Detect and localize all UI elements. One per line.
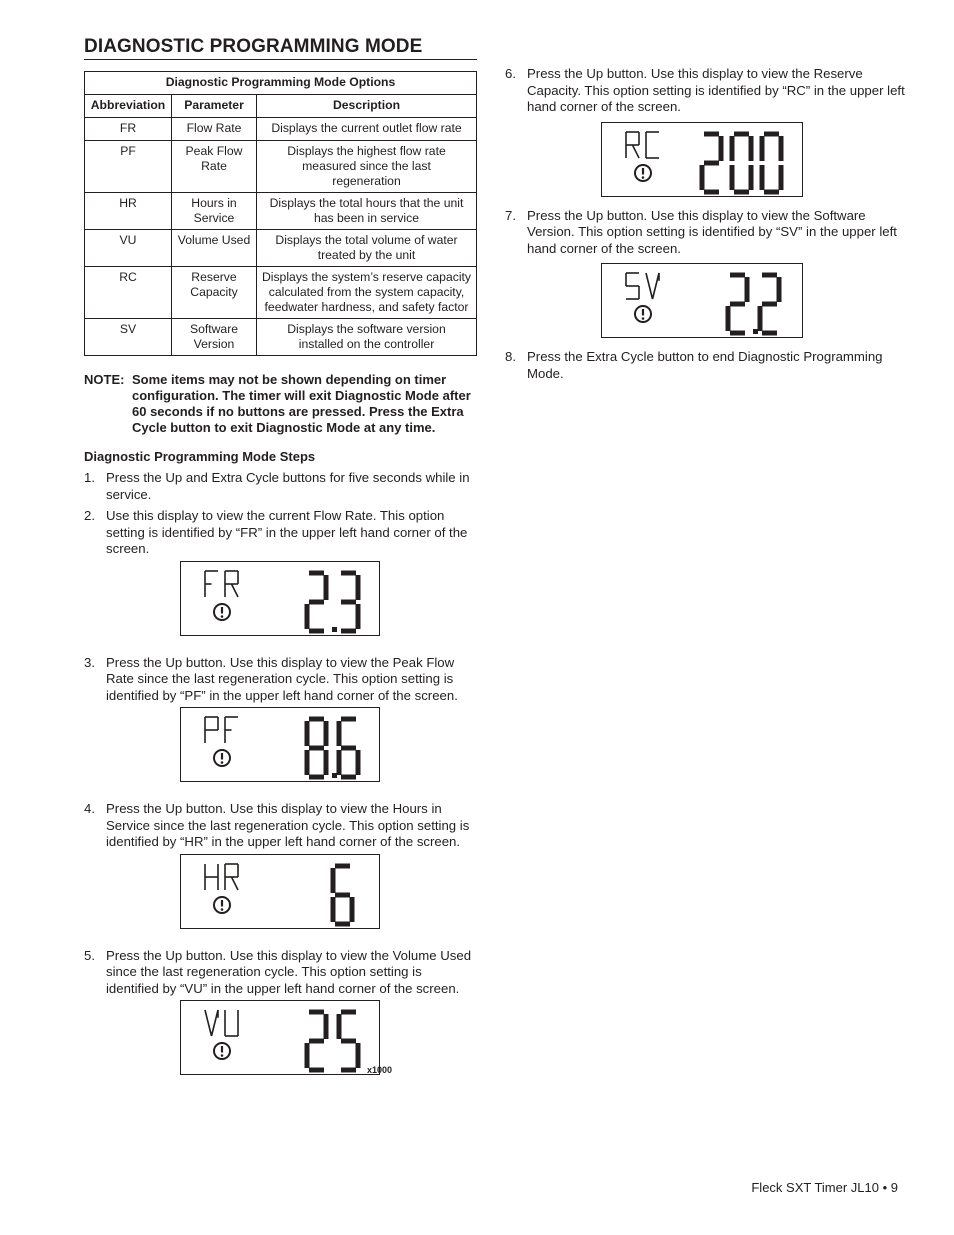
lcd-value-digit: [762, 134, 781, 192]
step-text: Use this display to view the current Flow Rate. This option setting is identified by “FR” in the upper left hand corner of the screen.: [106, 508, 468, 556]
lcd-unit-label: x1000: [367, 1065, 393, 1075]
table-row: [85, 193, 477, 230]
cell-param: Software Version: [172, 319, 257, 356]
header-description: Description: [257, 95, 477, 118]
alert-circle-icon: [214, 1043, 230, 1059]
lcd-value-digit: [307, 1012, 326, 1070]
lcd-value-digit: [732, 134, 751, 192]
table-caption-row: [85, 72, 477, 95]
step-number: 3.: [84, 654, 95, 670]
lcd-decimal-point: [332, 773, 337, 778]
cell-param: Flow Rate: [172, 118, 257, 141]
step-text: Press the Up button. Use this display to view the Software Version. This option setting is identified by “SV” in the upper left hand corner of the screen.: [527, 207, 897, 256]
table-row: [85, 118, 477, 141]
right-column: [505, 66, 905, 382]
table-caption: Diagnostic Programming Mode Options: [85, 72, 477, 95]
options-table: [84, 71, 477, 356]
step-number: 7.: [505, 207, 516, 223]
step-text: Press the Extra Cycle button to end Diagnostic Programming Mode.: [527, 349, 883, 381]
lcd-value-digit: [341, 573, 358, 631]
lcd-code-segment: [205, 717, 218, 743]
step-3: [84, 655, 477, 705]
cell-param: Volume Used: [172, 230, 257, 267]
lcd-value-digit: [702, 134, 721, 192]
cell-param: Hours in Service: [172, 193, 257, 230]
lcd-display: [180, 707, 380, 782]
cell-desc: Displays the current outlet flow rate: [257, 118, 477, 141]
lcd-code-segment: [646, 273, 659, 299]
lcd-screen: [181, 708, 381, 783]
lcd-display: [601, 122, 803, 197]
lcd-value-digit: [307, 573, 326, 631]
table-row: [85, 267, 477, 319]
note-text: Some items may not be shown depending on timer configuration. The timer will exit Diagnostic Mode after 60 seconds if no buttons are pressed. Press the Extra Cycle button to exit Diagnostic Mode at any time.: [132, 372, 471, 435]
alert-circle-icon: [635, 306, 651, 322]
table-row: [85, 319, 477, 356]
cell-desc: Displays the total hours that the unit has been in service: [257, 193, 477, 230]
lcd-decimal-point: [753, 329, 758, 334]
section-title: DIAGNOSTIC PROGRAMMING MODE: [84, 36, 477, 60]
step-2: [84, 508, 477, 558]
step-7: [505, 208, 905, 258]
lcd-display: [601, 263, 803, 338]
cell-param: Peak Flow Rate: [172, 141, 257, 193]
lcd-value-digit: [339, 1012, 358, 1070]
step-text: Press the Up and Extra Cycle buttons for five seconds while in service.: [106, 470, 470, 502]
step-number: 4.: [84, 801, 95, 816]
lcd-display: [180, 561, 380, 636]
step-text: Press the Up button. Use this display to view the Peak Flow Rate since the last regeneration cycle. This option setting is identified by “PF” in the upper left hand corner of the screen.: [106, 654, 458, 703]
note-label: NOTE:: [84, 372, 125, 387]
step-text: Press the Up button. Use this display to view the Reserve Capacity. This option setting is identified by “RC” in the upper left hand corner of the screen.: [527, 66, 905, 114]
step-text: Press the Up button. Use this display to view the Hours in Service since the last regeneration cycle. This option setting is identified by “HR” in the upper left hand corner of the screen.: [106, 801, 470, 849]
lcd-code-segment: [225, 717, 238, 743]
lcd-value-digit: [760, 275, 779, 333]
cell-desc: Displays the total volume of water treated by the unit: [257, 230, 477, 267]
table-header-row: [85, 95, 477, 118]
lcd-value-digit: [728, 275, 747, 333]
page-footer: Fleck SXT Timer JL10 • 9: [751, 1180, 898, 1195]
lcd-value-digit: [307, 719, 326, 777]
cell-abbr: RC: [85, 267, 172, 319]
cell-desc: Displays the system’s reserve capacity calculated from the system capacity, feedwater hardness, and safety factor: [257, 267, 477, 319]
lcd-screen: [602, 264, 804, 339]
step-text: Press the Up button. Use this display to view the Volume Used since the last regeneration cycle. This option setting is identified by “VU” in the upper left hand corner of the screen.: [106, 947, 472, 996]
lcd-display: [180, 1000, 393, 1075]
cell-param: Reserve Capacity: [172, 267, 257, 319]
cell-desc: Displays the highest flow rate measured since the last regeneration: [257, 141, 477, 193]
cell-abbr: FR: [85, 118, 172, 141]
lcd-value-digit: [333, 866, 352, 924]
header-abbreviation: Abbreviation: [85, 95, 172, 118]
cell-abbr: PF: [85, 141, 172, 193]
alert-circle-icon: [214, 604, 230, 620]
header-parameter: Parameter: [172, 95, 257, 118]
lcd-code-segment: [205, 571, 218, 597]
lcd-display: [180, 854, 380, 929]
table-row: [85, 230, 477, 267]
lcd-screen: [602, 123, 804, 198]
cell-desc: Displays the software version installed on the controller: [257, 319, 477, 356]
step-8: [505, 349, 905, 382]
steps-heading: Diagnostic Programming Mode Steps: [84, 449, 316, 464]
lcd-code-segment: [225, 864, 238, 890]
lcd-value-digit: [339, 719, 358, 777]
note: [84, 372, 477, 436]
step-number: 8.: [505, 349, 516, 364]
alert-circle-icon: [635, 165, 651, 181]
lcd-code-segment: [225, 1010, 238, 1036]
lcd-code-segment: [205, 1010, 218, 1036]
alert-circle-icon: [214, 750, 230, 766]
step-1: [84, 470, 477, 503]
lcd-screen: [181, 1001, 393, 1076]
lcd-code-segment: [646, 132, 659, 158]
lcd-code-segment: [626, 132, 639, 158]
lcd-screen: [181, 562, 381, 637]
step-4: [84, 801, 477, 851]
lcd-screen: [181, 855, 381, 930]
step-number: 1.: [84, 470, 95, 485]
lcd-decimal-point: [332, 627, 337, 632]
alert-circle-icon: [214, 897, 230, 913]
cell-abbr: SV: [85, 319, 172, 356]
table-row: [85, 141, 477, 193]
left-column: [84, 36, 477, 1075]
lcd-code-segment: [225, 571, 238, 597]
cell-abbr: HR: [85, 193, 172, 230]
step-number: 5.: [84, 947, 95, 963]
cell-abbr: VU: [85, 230, 172, 267]
step-6: [505, 66, 905, 116]
step-5: [84, 948, 477, 998]
step-number: 6.: [505, 66, 516, 81]
lcd-code-segment: [205, 864, 218, 890]
step-number: 2.: [84, 508, 95, 523]
lcd-code-segment: [626, 273, 639, 299]
